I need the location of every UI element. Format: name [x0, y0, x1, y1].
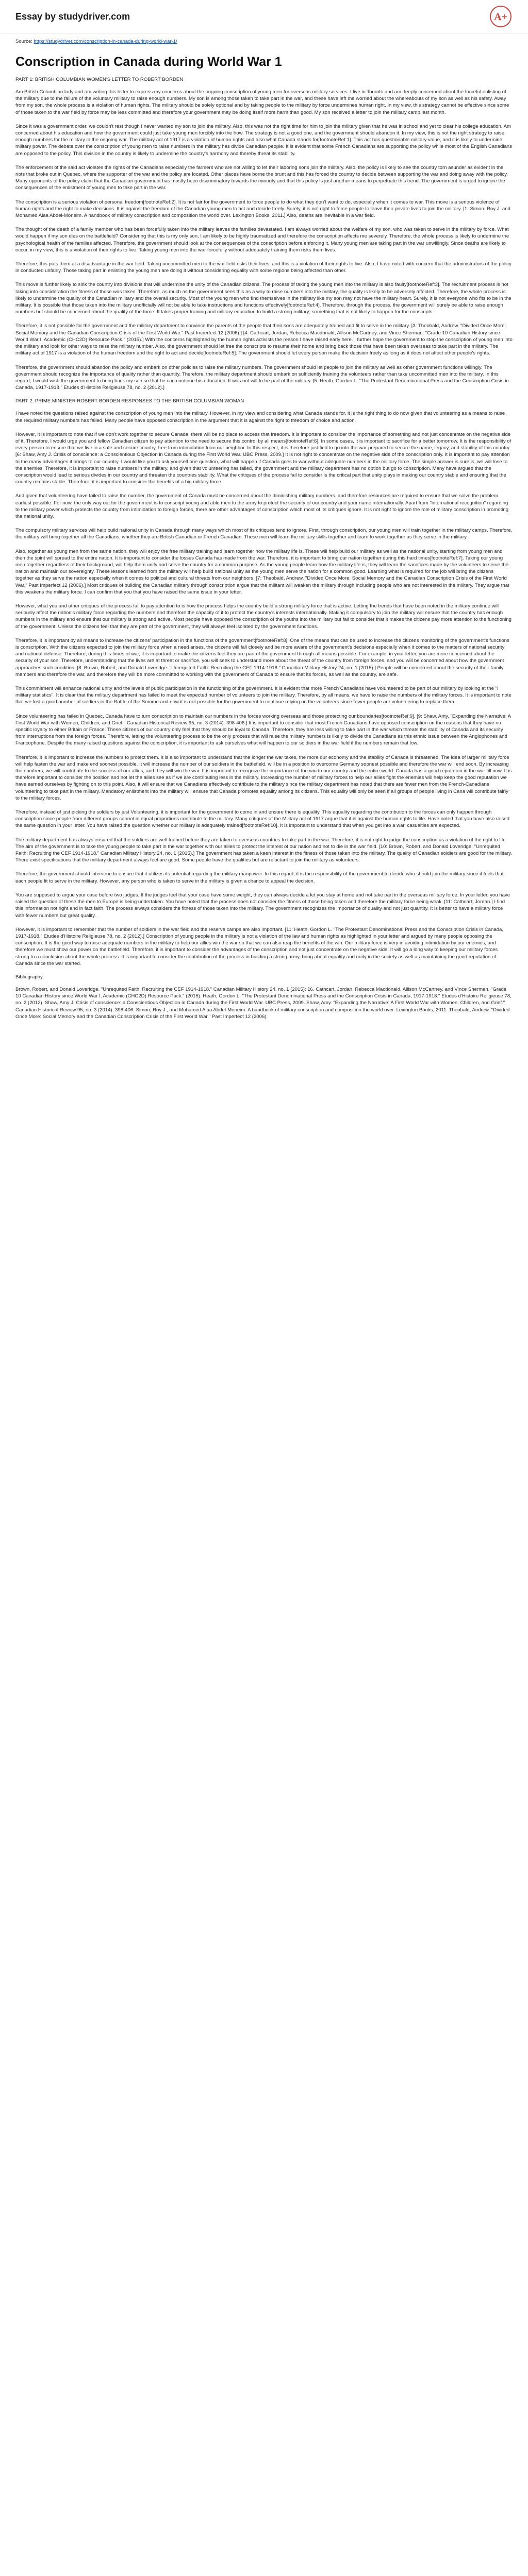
paragraph: However, it is important to note that if we don't work together to secure Canada, there will be no place to access that freedom. It is important to consider the importance of something and not just concentrate on the negative side of it. Therefore, I would urge you and fellow Canadian citizen to pay attention to the need to secure this control by all means[footnoteRef:6]. In some cases, it is important to sacrifice for a better tomorrow. It is the responsibility of every person to ensure that we live in a safe and secure country, free from intimidation from our neighbor. In this respect, it is therefore justified to go into the war prepared to secure the name, legacy, and stability of this country. [6: Shaw, Amy J. Crisis of conscience: a Conscientious Objection in Canada during the First World War. UBC Press, 2009.] It is not right to concentrate on the negative side of the conscription only. It is important to pay attention to the many advantages it brings to our country. I would like you to ask yourself one question, what will happen if Canada goes to war without adequate numbers in the military force. The simple answer is sure is, we will lose to the enemies. Therefore, it is important to raise numbers in the military, and given that volunteering has failed, the government and the military department has no option but go to conscription. Many have argued that the conscription would lead to serious divides in our country and threaten the countries stability. What the critiques of the process fail to consider is the critical part that unity plays in making our country stable and ensuring that the country remains stable. Therefore, it is important to consider the benefits of a big military force.	[15, 431, 512, 485]
brand-name[interactable]: Essay by studydriver.com	[15, 11, 130, 22]
logo-text: A+	[494, 11, 507, 23]
paragraph: Since it was a government order, we couldn't rest though I never wanted my son to join the military. Also, this was not the right time for him to join the military given that he was in school and yet to clear his college education. Am concerned about his education and how the government could just take young men forcibly into the how. The strategy is not a good one, and the government should abandon it. In my view, this is not the right strategy to raise enough numbers for the military in the ongoing war. The military act of 1917 is a violation of human rights and also what Canada stands for[footnoteRef:1]. This act has questionable military value, and it is likely to undermine military power. The debate over the conscription of young men to raise numbers in the military has divide Canadian people. It is evident that some French Canadians are supporting the policy while most of the English Canadians are opposed to the policy. This division in the country is likely to undermine the country's harmony and thereby threat its stability.	[15, 123, 512, 157]
paragraph: Since volunteering has failed in Quebec, Canada have to turn conscription to maintain our numbers in the forces working overseas and those protecting our boundaries[footnoteRef:9]. [9: Shaw, Amy. "Expanding the Narrative: A First World War with Women, Children, and Grief." Canadian Historical Review 95, no. 3 (2014): 398-406.] It is important to consider that most French Canadians have opposed conscription on the reasons that they have no specific loyalty to either Britain or France. These citizens of our country only feel that they should be loyal to Canada. Therefore, they are less willing to take part in the war which threats the stability of Canada and its security from interruptions from the foreign forces. Therefore, letting the volunteering process to be the only process that will raise the military numbers is likely to divide the Canadians as this ethnic issue between the Anglophones and Francophone. Despite the many raised questions against the conscription, it is important to ask ourselves what will happen to our soldiers in the war field if the numbers remain that low.	[15, 713, 511, 747]
paragraph: The compulsory military services will help build national unity in Canada through many ways which most of its critiques tend to ignore. First, through conscription, our young men will train together in the military camps. Therefore, the military will bring together all the Canadians, whether they are British Canadian or French Canadian. These men will learn the military skills together and learn to work together as they serve in the military.	[15, 528, 513, 540]
paragraph: Therefore, it is not possible for the government and the military department to convince the parents of the people that their sons are adequately trained and fit to serve in the military. [3: Theobald, Andrew. "Divided Once More: Social Memory and the Canadian Conscription Crisis of the First World War." Past Imperfect 12 (2006).] [4: Cathcart, Jordan, Rebecca Macdonald, Allison McCartney, and Vince Sherman. "Grade 10 Canadian History since World War I, Academic (CHC2D) Resource Pack." (2015).] With the concerns highlighted by the human rights activists the reason I have raised early here. I further hope the government to stop the conscription of young men into the military and look for other ways to raise the military number. Also, the government should let free the conscripts to resume their home and bring back those that have been taken overseas to take part in the military. The military act of 1917 is a violation of the human freedom and the right to act and decide[footnoteRef:5]. The government should let every person make the decision freely as long as it does not affect other people's rights.	[15, 323, 513, 357]
source-line	[0, 33, 528, 44]
paragraph: I have noted the questions raised against the conscription of young men into the military. However, in my view and considering what Canada stands for, it is the right thing to do now given that volunteering as a means to raise the required military numbers has failed. Many people have opposed conscription in the argument that it is against the right to freedom of choice and action.	[15, 411, 505, 423]
paragraph: Therefore, this puts them at a disadvantage in the war field. Taking uncommitted men to the war field risks their lives, and this is a violation of their rights to live. Also, I have noted with concern that the administrators of the policy in conducted unfairly. Those taking part in enlisting the young men are doing it without considering equality with some regions being affected than other.	[15, 261, 512, 274]
part1-heading: PART 1: BRITISH COLUMBIAN WOMEN'S LETTER TO ROBERT BORDEN	[15, 77, 184, 82]
essay-content	[0, 55, 528, 1020]
part2-section	[15, 410, 513, 967]
paragraph: However, what you and other critiques of the process fail to pay attention to is how the process helps the country build a strong military force that is active. Letting the trends that have been noted in the military continue will seriously affect the nation's military force regarding the numbers and therefore the capacity of it to protect the country's interests internationally. Making it compulsory to join the military will ensure that the country has enough numbers in the military and ensure that our military is strong and active. Most people have opposed the conscription of the youths into the military but fail to consider that it makes the citizens pay more attention to the functioning of the government. Unless the citizens feel that they are part of the government, they will always feel isolated by the government functions.	[15, 603, 512, 630]
paragraph: Therefore, the government should intervene to ensure that it utilizes its potential regarding the military manpower. In this regard, it is the responsibility of the government to decide who should join the military since it feels that each people fit to serve in the military. However, any person who is taken to serve in the military is given a chance to appeal the decision.	[15, 871, 504, 884]
aplus-logo-icon[interactable]	[489, 5, 513, 28]
paragraph: Therefore, instead of just picking the soldiers by just Volunteering, it is important for the government to come in and ensure there is equality. This equality regarding the contribution to the forces can only happen through conscription since people from different groups cannot in equal proportions contribute to the military. Many critiques of the Military act of 1917 argue that it is against the human rights to life. Have noted that you have also raised the same question in your letter. You have raised the question whether our military is adequately trained[footnoteRef:10]. It is important to understand that when you get into a war, casualties are expected.	[15, 809, 509, 829]
paragraph: Am British Columbian lady and am writing this letter to express my concerns about the ongoing conscription of young men for overseas military services. I live in Toronto and am deeply concerned about the forceful enlisting of the military due to the failure of the voluntary military to raise enough numbers. My son is among those taken to take part in the war, and these have left me worried about the whereabouts of my son as well as his safety. Away from my son, the whole process is a violation of human rights. The military should be solely optional and by taking people to the military by force undermines human right. In my view, this strategy cannot be effective since some of those taken to the war field by force may be less committed and therefore your government may be doing itself more harm than good. My son received a letter to join the military camp last month.	[15, 89, 509, 115]
essay-title: Conscription in Canada during World War 1	[15, 55, 282, 69]
paragraph: Also, together as young men from the same nation, they will enjoy the free military training and learn together how the military life is. These will help build our military as well as the national unity, starting from young men and then the spirit will spread to the entire nation. It is important to consider the losses Canada has made from the war. Therefore, it is important to bring our nation together during this hard times[footnoteRef:7]. Taking our young men together regardless of their background, will help them unify and serve the country for a common purpose. As the young people learn how the military life is, they will learn the sacrifices made by the volunteers to serve the nation and maintain our sovereignty. These lessons learned from the military will help build national unity as the young men serve the nation for a common good. Learning what is required for the job will bring the citizens together as they serve the nation especially when it comes to political and cultural threats from our neighbors. [7: Theobald, Andrew. "Divided Once More: Social Memory and the Canadian Conscription Crisis of the First World War." Past Imperfect 12 (2006).] Most critiques of building the Canadian military through conscription argue that the militant will weaken the military through including people who are not interested in the military. They argue that this weakens the military force. I can confirm that you that you have raised the same issue in your letter.	[15, 548, 509, 595]
site-header	[0, 0, 528, 33]
paragraph: And given that volunteering have failed to raise the number, the government of Canada must be concerned about the diminishing military numbers, and therefore resources are required to ensure that we solve the problem earliest possible. For now, the only way out for the government is to conscript young and able men to the army to protect the security of our country and your name internationally. Apart from "international recognition" regarding to the military power which protects the country from intimidation to foreign forces, there are other advantages of conscription which most of its critiques ignore. It is not right to ignore the role of military conscription in promoting the national unity.	[15, 493, 509, 519]
paragraph: This move is further likely to sink the country into divisions that will undermine the unity of the Canadian citizens. The process of taking the young men into the military is also faulty[footnoteRef:3]. The recruitment process is not taking into consideration the fitness of those was taken. Therefore, as much as the government sees this as a way to raise numbers into the military, the quality is likely to be adversely affected. Therefore, the whole process is likely to undermine the quality of the Canadian military and the overall security. Most of the young men who find themselves in the military like my son may not have the military heart. Surely, it is not everyone who fits to be in the military. It is possible that those taken into the military unofficially will not be able to take instructions and functions effectively[footnoteRef:4]. Therefore, through the process, the government will surely be able to raise enough numbers but should be concerned about the quality of the force. If takes proper training and military education to build a strong military; something that is not likely to happen for the conscripts.	[15, 282, 512, 315]
source-link[interactable]: https://studydriver.com/conscription-in-canada-during-world-war-1/	[34, 39, 177, 44]
source-label: Source:	[15, 39, 32, 44]
part2-heading: PART 2: PRIME MINISTER ROBERT BORDEN RESPONSES TO THE BRITISH COLUMBIAN WOMAN	[15, 398, 244, 404]
paragraph: Therefore, the government should abandon the policy and embark on other policies to raise the military numbers. The government should let people to join the military as well as other government functions willingly. The government should recognize the importance of quality rather than quantity. Therefore, the military department should embark on sufficiently training the volunteers rather than take uncommitted men into the military. In this regard, I would wish the government to bring back my son so that he can continue his education. It was not will to be part of the military. [5: Heath, Gordon L. "The Protestant Denominational Press and the Conscription Crisis in Canada, 1917-1918." Etudes d'Histoire Religieuse 78, no. 2 (2012).]	[15, 364, 509, 391]
part1-section	[15, 89, 513, 391]
paragraph: Therefore, it is important to increase the numbers to protect them. It is also important to understand that the longer the war takes, the more our economy and the stability of Canada is threatened. The idea of larger military force will help fasten the war and make end soonest possible. It will increase the number of our soldiers in the battlefield, will be in a position to overcome Germany soonest possible and therefore the war will end soon. By increasing the numbers, we will contribute to the success of our allies, and they will win the war. It is important to recognize the importance of the win to our country and the entire world. Canada has a good reputation in the war till now. It is therefore important to consider the position and not let the allies see as if we are contributing less in the military. Increasing the number of military forces to help our allies fight the enemies will help keep the good reputation we have earned ourselves by fighting on to this point. Also, it will ensure that we Canadians effectively contribute to the military since the military department has noted that there are fewer men from the French-Canadians volunteering to take part in the military. Mandatory enlistment into the military will ensure that Canada promotes equality among its citizens. This equality will only be seen if all groups of people living in Cana will contribute fairly to the military forces.	[15, 754, 512, 801]
paragraph: The military department has always ensured that the soldiers are well trained before they are taken to overseas countries to take part in the war. Therefore, it is not right to judge the conscription as a violation of the right to life. The aim of the government is to take the young people to take part in the war together with our allies to protect the interest of our nation and not to die in the war field. [10: Brown, Robert, and Donald Loveridge. "Unrequited Faith: Recruiting the CEF 1914-1918." Canadian Military History 24, no. 1 (2015).] The government has taken a keen interest in the fitness of those taken into the military. The quality of Canadian soldiers are good for the military. There exist specifications that the military department always feel are good. Some people have the qualities but are reluctant to join the military as volunteers.	[15, 837, 513, 863]
paragraph: However, it is important to remember that the number of soldiers in the war field and the reserve camps are also important. [11: Heath, Gordon L. "The Protestant Denominational Press and the Conscription Crisis in Canada, 1917-1918." Etudes d'Histoire Religieuse 78, no. 2 (2012).] Conscription of young people in the military is not a violation of the law and human rights as highlighted in your letter and argued by many people opposing the conscription. It is the good way to raise adequate numbers in the military to help our allies win the war so that we can also reap the benefits of the win. Our military force is very in avoiding intimidation by our enemies, and therefore we must show our power on the battlefield. Therefore, it is important to consider the advantages of the conscription and not just concentrate on the negative side. It will go a long way to keeping our military forces strong to a conclusion about the whole process. It is important to consider the contribution of the process in building a strong army, bring about equality and unity in the society as well as maintaining the good reputation of Canada since the war started.	[15, 926, 504, 967]
paragraph: You are supposed to argue your case before two judges. If the judges feel that your case have some weight, they can always decide a let you stay at home and not take part in the overseas military force. In your letter, you have raised the question of these the men to Europe is being undertaken. You have noted that the process does not consider the fitness of those being taken and therefore the military force being weak. [11: Cathcart, Jordan.] I find this information not right and in fact faith. The process always considers the fitness of those taken into the military. The government recognizes the importance of quality and not just quantity. It is better to have a military force with fewer numbers but great quality.	[15, 892, 510, 919]
paragraph: The enforcement of the said act violates the rights of the Canadians especially the farmers who are not willing to let their laboring sons join the military. Also, the policy is likely to see the country torn asunder as evident in the riots that broke out in Quebec, where the supporter of the war and the policy are located. Other places have borne the brunt and this has forced the country to decide between supporting the war and doing away with the policy. Many opponents of the policy claim that the Canadian government has mostly been discriminatory towards the minority and that this policy is just another means to perpetuate this trend. The government is urged to ignore the consequences of the enlistment of young men to take part in the war.	[15, 164, 508, 191]
paragraph: The thought of the death of a family member who has been forcefully taken into the military leaves the families devastated. I am always worried about the welfare of my son, who was taken to serve in the military by force. What would happen if my son dies on the battlefield? Considering that this is my only son, I am likely to be highly traumatized and therefore the conscription affects me severely. Therefore, the whole process is likely to undermine the psychological health of the families affected. Therefore, the government should look at the consequences of the conscription before enforcing it. Many young men are taking part in the war unwillingly. Since deaths are likely to occur, in my view, this is a violation of their rights to live. Taking young men into the war forcefully without adequately training them risks them lives.	[15, 227, 509, 253]
bibliography-heading: Bibliography	[15, 974, 43, 980]
paragraph: Therefore, it is important by all means to increase the citizens' participation in the functions of the government[footnoteRef:8]. One of the means that can be used to increase the citizens monitoring of the government's functions is conscription. With the citizens expected to join the military force when a need arises, the citizens will fall closely and be more aware of the government's decisions especially when it comes to the matters of national security and national defense. Therefore, during this times of war, it is important to make the citizens feel they are part of the government through all means possible. For example, in your letter, you are more concerned about the security of your son. Therefore, understanding that the lives are at threat or sacrifice, you will seek to understand more about the threat of the country from foreign forces, and you will be concerned about how the government approaches such condition. [8: Brown, Robert, and Donald Loveridge. "Unrequited Faith: Recruiting the CEF 1914-1918." Canadian Military History 24, no. 1 (2015).] People will be concerned about the security of their family members and therefore the war, and therefore they will be more committed to working with the government of Canada to ensure that its forces, as well as the country, are safe.	[15, 637, 509, 677]
paragraph: The conscription is a serious violation of personal freedom[footnoteRef:2]. It is not fair for the government to force people to do what they don't want to do, especially when it comes to war. This move is a serious violence of human rights and the right to make decisions. It is against the freedom of the Canadian young men to act and decide freely. Surely, it is not right to force people to leave their private lives to join the military. [1: Simon, Roy J. and Mohamed Alaa Abdel-Moneim. A handbook of military conscription and composition the world over. Lexington Books, 2011.] Also, deaths are inevitable in a war field.	[15, 199, 510, 219]
paragraph: This commitment will enhance national unity and the levels of public participation in the functioning of the government. It is evident that more French Canadians have volunteered to be part of our military by looking at the "I military statistics". It is clear that the military department has failed to meet the expected number of volunteers to join the military. Therefore, by all means, we have to raise the numbers of the military forces. It is important to note that we lost a good number of soldiers in the Battle of the Somme and now it is not possible for the government to continue relying on the volunteers since fewer people are volunteering to replace them.	[15, 686, 512, 705]
bibliography-text: Brown, Robert, and Donald Loveridge. "Unrequited Faith: Recruiting the CEF 1914-1918." Canadian Military History 24, no. 1 (2015): 16. Cathcart, Jordan, Rebecca Macdonald, Allison McCartney, and Vince Sherman. "Grade 10 Canadian History since World War I, Academic (CHC2D) Resource Pack." (2015). Heath, Gordon L. "The Protestant Denominational Press and the Conscription Crisis in Canada, 1917-1918." Etudes d'Histoire Religieuse 78, no. 2 (2012). Shaw, Amy J. Crisis of conscience: a Conscientious Objection in Canada during the First World War. UBC Press, 2009. Shaw, Amy. "Expanding the Narrative: A First World War with Women, Children, and Grief." Canadian Historical Review 95, no. 3 (2014): 398-406. Simon, Roy J., and Mohamed Alaa Abdel-Moneim. A handbook of military conscription and composition the world over. Lexington Books, 2011. Theobald, Andrew. "Divided Once More: Social Memory and the Canadian Conscription Crisis of the First World War." Past Imperfect 12 (2006).	[15, 986, 512, 1020]
